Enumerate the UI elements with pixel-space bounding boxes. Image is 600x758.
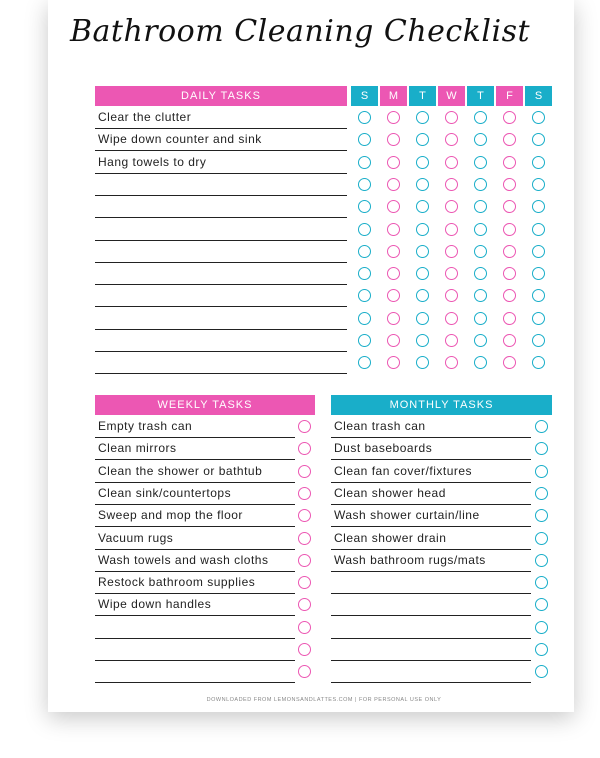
weekly-checkbox[interactable] (298, 465, 311, 478)
daily-task-row[interactable]: Hang towels to dry (95, 152, 347, 174)
weekly-task-row[interactable]: Clean mirrors (95, 438, 295, 460)
daily-checkbox[interactable] (387, 111, 400, 124)
monthly-task-row[interactable]: Clean shower head (331, 483, 531, 505)
weekly-checkbox[interactable] (298, 532, 311, 545)
daily-task-row[interactable] (95, 330, 347, 352)
weekly-task-row[interactable] (95, 617, 295, 639)
daily-checkbox[interactable] (474, 334, 487, 347)
daily-checkbox[interactable] (532, 223, 545, 236)
monthly-task-row[interactable]: Clean shower drain (331, 528, 531, 550)
day-header: F (496, 86, 523, 106)
monthly-checkbox[interactable] (535, 554, 548, 567)
monthly-checkbox[interactable] (535, 420, 548, 433)
monthly-task-row[interactable]: Clean fan cover/fixtures (331, 461, 531, 483)
daily-checkbox[interactable] (387, 267, 400, 280)
daily-task-row[interactable] (95, 352, 347, 374)
daily-checkbox[interactable] (474, 245, 487, 258)
weekly-task-row[interactable]: Restock bathroom supplies (95, 572, 295, 594)
daily-checkbox[interactable] (532, 245, 545, 258)
daily-task-row[interactable] (95, 174, 347, 196)
daily-checkbox[interactable] (416, 334, 429, 347)
monthly-task-row[interactable]: Dust baseboards (331, 438, 531, 460)
monthly-task-row[interactable]: Wash shower curtain/line (331, 505, 531, 527)
day-header: T (409, 86, 436, 106)
daily-checkbox[interactable] (474, 178, 487, 191)
daily-checkbox[interactable] (358, 111, 371, 124)
monthly-checkbox[interactable] (535, 532, 548, 545)
daily-checkbox[interactable] (387, 312, 400, 325)
monthly-task-row[interactable] (331, 661, 531, 683)
daily-task-row[interactable] (95, 263, 347, 285)
daily-task-row[interactable] (95, 285, 347, 307)
daily-checkbox[interactable] (387, 334, 400, 347)
daily-task-row[interactable] (95, 308, 347, 330)
daily-checkbox[interactable] (503, 245, 516, 258)
monthly-task-row[interactable] (331, 572, 531, 594)
daily-checkbox[interactable] (503, 223, 516, 236)
monthly-checkbox[interactable] (535, 465, 548, 478)
daily-checkbox[interactable] (387, 156, 400, 169)
weekly-task-row[interactable] (95, 661, 295, 683)
daily-checkbox[interactable] (387, 245, 400, 258)
daily-checkbox[interactable] (503, 178, 516, 191)
daily-checkbox[interactable] (503, 334, 516, 347)
daily-checkbox[interactable] (445, 223, 458, 236)
daily-checkbox[interactable] (445, 156, 458, 169)
daily-checkbox[interactable] (358, 312, 371, 325)
day-header: M (380, 86, 407, 106)
weekly-checkbox[interactable] (298, 621, 311, 634)
daily-checkbox[interactable] (445, 312, 458, 325)
weekly-task-row[interactable]: Wipe down handles (95, 594, 295, 616)
daily-task-row[interactable] (95, 219, 347, 241)
footer-note: DOWNLOADED FROM LEMONSANDLATTES.COM | FOR PERSONAL USE ONLY (206, 697, 442, 703)
daily-checkbox[interactable] (358, 223, 371, 236)
daily-checkbox[interactable] (474, 111, 487, 124)
weekly-task-row[interactable]: Vacuum rugs (95, 528, 295, 550)
weekly-task-row[interactable] (95, 639, 295, 661)
daily-checkbox[interactable] (532, 111, 545, 124)
day-header: S (525, 86, 552, 106)
daily-checkbox[interactable] (416, 312, 429, 325)
daily-checkbox[interactable] (358, 245, 371, 258)
monthly-checkbox[interactable] (535, 487, 548, 500)
daily-task-row[interactable]: Clear the clutter (95, 107, 347, 129)
weekly-checkbox[interactable] (298, 420, 311, 433)
weekly-checkbox[interactable] (298, 576, 311, 589)
monthly-task-row[interactable] (331, 617, 531, 639)
daily-checkbox[interactable] (387, 178, 400, 191)
daily-checkbox[interactable] (387, 223, 400, 236)
daily-checkbox[interactable] (416, 245, 429, 258)
daily-checkbox[interactable] (503, 312, 516, 325)
daily-checkbox[interactable] (358, 156, 371, 169)
daily-checkbox[interactable] (474, 312, 487, 325)
daily-checkbox[interactable] (474, 267, 487, 280)
daily-checkbox[interactable] (358, 334, 371, 347)
monthly-checkbox[interactable] (535, 643, 548, 656)
weekly-task-row[interactable]: Sweep and mop the floor (95, 505, 295, 527)
daily-task-row[interactable] (95, 196, 347, 218)
weekly-task-row[interactable]: Clean sink/countertops (95, 483, 295, 505)
monthly-task-row[interactable] (331, 594, 531, 616)
daily-checkbox[interactable] (503, 111, 516, 124)
daily-checkbox[interactable] (445, 178, 458, 191)
daily-task-row[interactable] (95, 241, 347, 263)
daily-tasks-header: DAILY TASKS (95, 86, 347, 106)
daily-checkbox[interactable] (532, 267, 545, 280)
daily-checkbox[interactable] (416, 223, 429, 236)
daily-checkbox[interactable] (532, 334, 545, 347)
daily-task-row[interactable]: Wipe down counter and sink (95, 129, 347, 151)
daily-checkbox[interactable] (416, 111, 429, 124)
daily-checkbox[interactable] (532, 156, 545, 169)
daily-checkbox[interactable] (445, 267, 458, 280)
daily-checkbox[interactable] (358, 178, 371, 191)
daily-checkbox[interactable] (358, 267, 371, 280)
weekly-task-row[interactable]: Empty trash can (95, 416, 295, 438)
daily-checkbox[interactable] (416, 178, 429, 191)
weekly-task-row[interactable]: Wash towels and wash cloths (95, 550, 295, 572)
weekly-task-row[interactable]: Clean the shower or bathtub (95, 461, 295, 483)
monthly-task-row[interactable] (331, 639, 531, 661)
day-header: S (351, 86, 378, 106)
day-header: T (467, 86, 494, 106)
daily-checkbox[interactable] (474, 156, 487, 169)
daily-checkbox[interactable] (503, 267, 516, 280)
daily-checkbox[interactable] (532, 312, 545, 325)
monthly-tasks-header: MONTHLY TASKS (331, 395, 552, 415)
daily-checkbox[interactable] (445, 245, 458, 258)
daily-checkbox[interactable] (416, 267, 429, 280)
day-header: W (438, 86, 465, 106)
daily-checkbox[interactable] (445, 111, 458, 124)
monthly-checkbox[interactable] (535, 621, 548, 634)
weekly-checkbox[interactable] (298, 643, 311, 656)
monthly-checkbox[interactable] (535, 576, 548, 589)
daily-checkbox[interactable] (474, 223, 487, 236)
monthly-task-row[interactable]: Clean trash can (331, 416, 531, 438)
monthly-task-row[interactable]: Wash bathroom rugs/mats (331, 550, 531, 572)
daily-checkbox[interactable] (416, 156, 429, 169)
weekly-checkbox[interactable] (298, 487, 311, 500)
page-title: Bathroom Cleaning Checklist (69, 14, 531, 49)
weekly-checkbox[interactable] (298, 554, 311, 567)
daily-checkbox[interactable] (445, 334, 458, 347)
daily-checkbox[interactable] (503, 156, 516, 169)
daily-checkbox[interactable] (532, 178, 545, 191)
weekly-tasks-header: WEEKLY TASKS (95, 395, 315, 415)
